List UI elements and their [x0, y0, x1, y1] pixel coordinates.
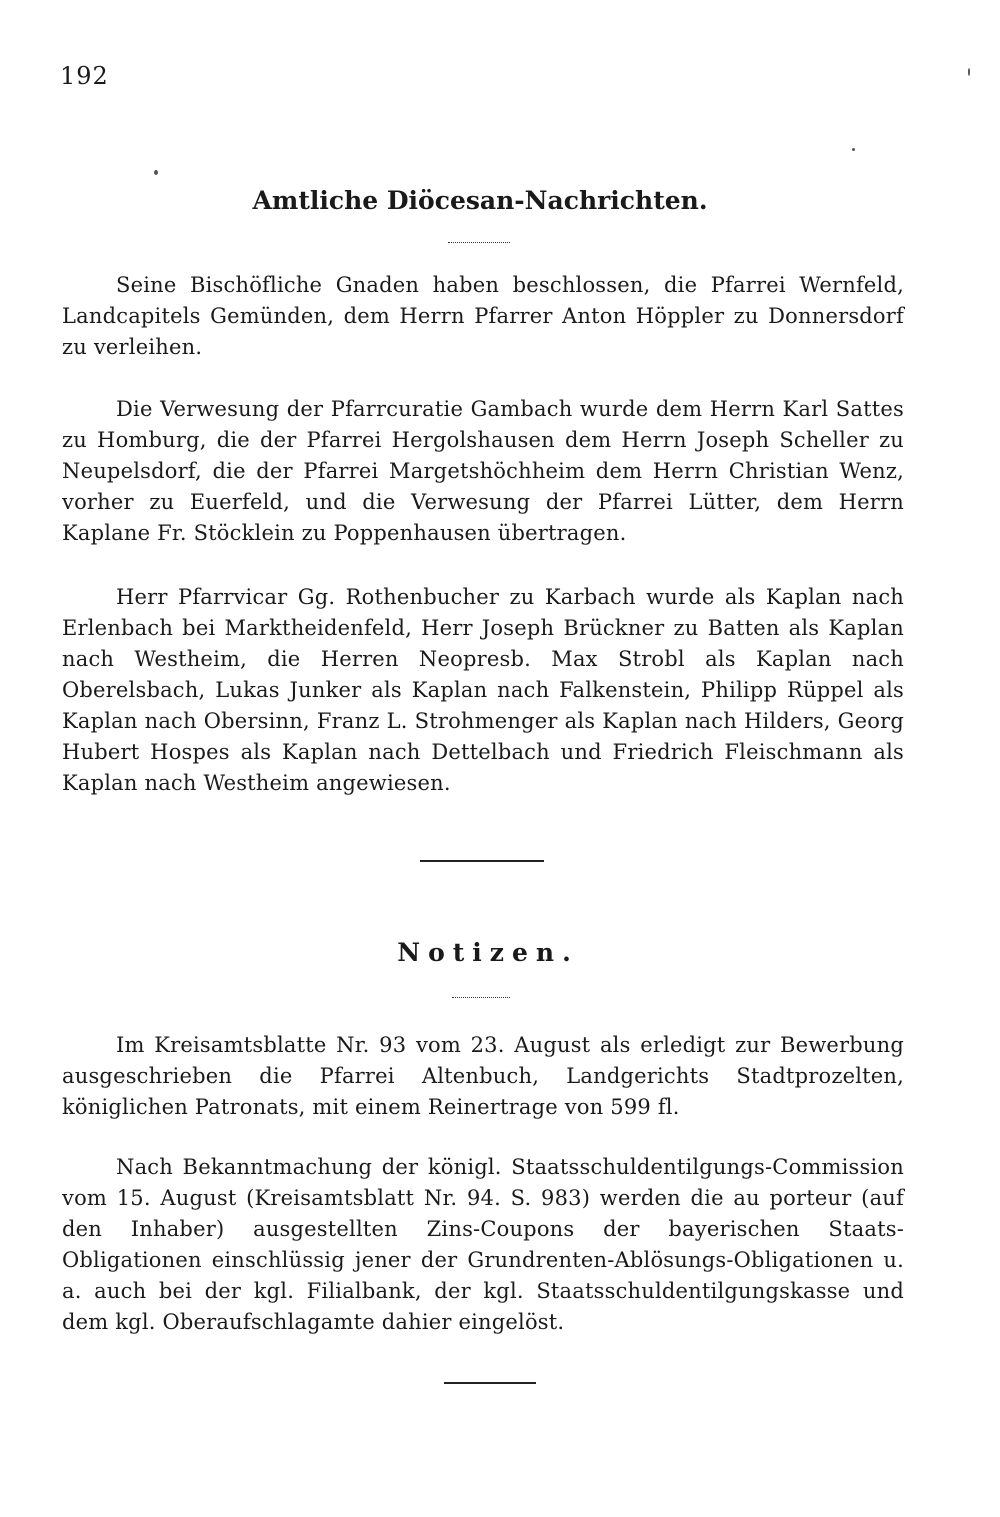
section-divider	[420, 860, 544, 862]
print-speck	[852, 148, 855, 151]
section-title-notes: Notizen.	[397, 938, 579, 967]
paragraph-appointment-wernfeld: Seine Bischöfliche Gnaden haben beschlossen, die Pfarrei Wernfeld, Landcapitels Gemünden, dem Herrn Pfarrer Anton Höppler zu Donnersdorf zu verleihen.	[62, 273, 904, 359]
print-speck	[968, 68, 970, 76]
paragraph-administrations: Die Verwesung der Pfarrcuratie Gambach wurde dem Herrn Karl Sattes zu Homburg, die der Pfarrei Hergolshausen dem Herrn Joseph Scheller zu Neupelsdorf, die der Pfarrei Margetshöchheim dem Herrn Christian Wenz, vorher zu Euerfeld, und die Verwesung der Pfarrei Lütter, dem Herrn Kaplane Fr. Stöcklein zu Poppenhausen übertragen.	[62, 397, 904, 545]
paragraph-vacancy-altenbuch: Im Kreisamtsblatte Nr. 93 vom 23. August als erledigt zur Bewerbung ausgeschrieben die Pfarrei Altenbuch, Landgerichts Stadtprozelten, königlichen Patronats, mit einem Reinertrage von 599 fl.	[62, 1033, 904, 1119]
paragraph-coupon-redemption: Nach Bekanntmachung der königl. Staatsschuldentilgungs-Commission vom 15. August (Kreisamtsblatt Nr. 94. S. 983) werden die au porteur (auf den Inhaber) ausgestellten Zins-Coupons der bayerischen Staats-Obligationen einschlüssig jener der Grundrenten-Ablösungs-Obligationen u. a. auch bei der kgl. Filialbank, der kgl. Staatsschuldentilgungskasse und dem kgl. Oberaufschlagamte dahier eingelöst.	[62, 1155, 904, 1334]
title-ornament	[452, 997, 510, 998]
title-ornament	[448, 242, 510, 243]
end-divider	[444, 1382, 536, 1384]
section-title-diocesan: Amtliche Diöcesan-Nachrichten.	[252, 186, 708, 215]
paragraph-chaplain-assignments: Herr Pfarrvicar Gg. Rothenbucher zu Karbach wurde als Kaplan nach Erlenbach bei Marktheidenfeld, Herr Joseph Brückner zu Batten als Kaplan nach Westheim, die Herren Neopresb. Max Strobl als Kaplan nach Oberelsbach, Lukas Junker als Kaplan nach Falkenstein, Philipp Rüppel als Kaplan nach Obersinn, Franz L. Strohmenger als Kaplan nach Hilders, Georg Hubert Hospes als Kaplan nach Dettelbach und Friedrich Fleischmann als Kaplan nach Westheim angewiesen.	[62, 585, 904, 795]
print-speck	[154, 170, 158, 175]
page-number: 192	[60, 62, 109, 90]
